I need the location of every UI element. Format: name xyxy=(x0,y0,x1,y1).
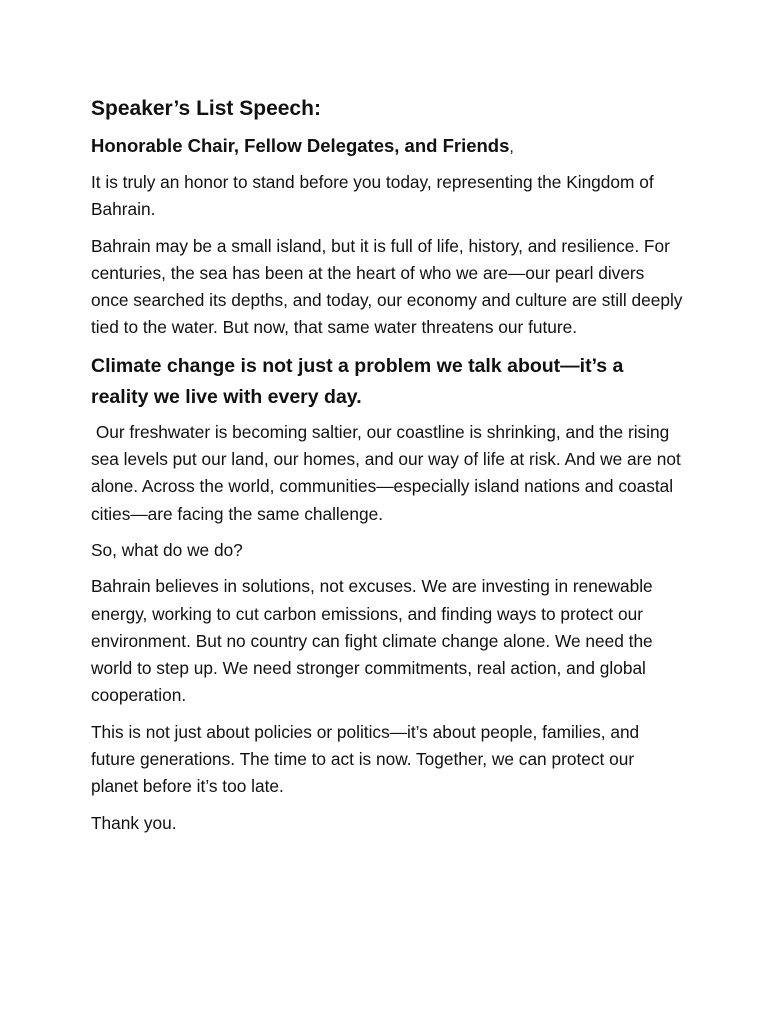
document-page xyxy=(91,94,686,846)
salutation xyxy=(91,131,683,163)
paragraph-solutions: Bahrain believes in solutions, not excuses. We are investing in renewable energy, working to cut carbon emissions, and finding ways to protect our environment. But no country can fight climate change alone. We need the world to step up. We need stronger commitments, real action, and global cooperation. xyxy=(91,576,653,706)
paragraph-people: This is not just about policies or politics—it’s about people, families, and future generations. The time to act is now. Together, we can protect our planet before it’s too late. xyxy=(91,721,640,797)
paragraph-freshwater: Our freshwater is becoming saltier, our coastline is shrinking, and the rising sea levels put our land, our homes, and our way of life at risk. And we are not alone. Across the world, communities—especially island nations and coastal cities—are facing the same challenge. xyxy=(91,421,686,524)
paragraph-intro: It is truly an honor to stand before you today, representing the Kingdom of Bahrain. xyxy=(91,172,654,220)
salutation-text: Honorable Chair, Fellow Delegates, and Friends xyxy=(91,135,510,156)
document-title: Speaker’s List Speech: xyxy=(91,97,321,120)
salutation-comma: , xyxy=(509,139,514,156)
emphasis-heading: Climate change is not just a problem we talk about—it’s a reality we live with every day. xyxy=(91,354,624,408)
paragraph-question: So, what do we do? xyxy=(91,539,243,560)
closing-line: Thank you. xyxy=(91,812,177,833)
paragraph-bahrain: Bahrain may be a small island, but it is full of life, history, and resilience. For centuries, the sea has been at the heart of who we are—our pearl divers once searched its depths, and today, our economy and culture are still deeply tied to the water. But now, that same water threatens our future. xyxy=(91,235,683,338)
